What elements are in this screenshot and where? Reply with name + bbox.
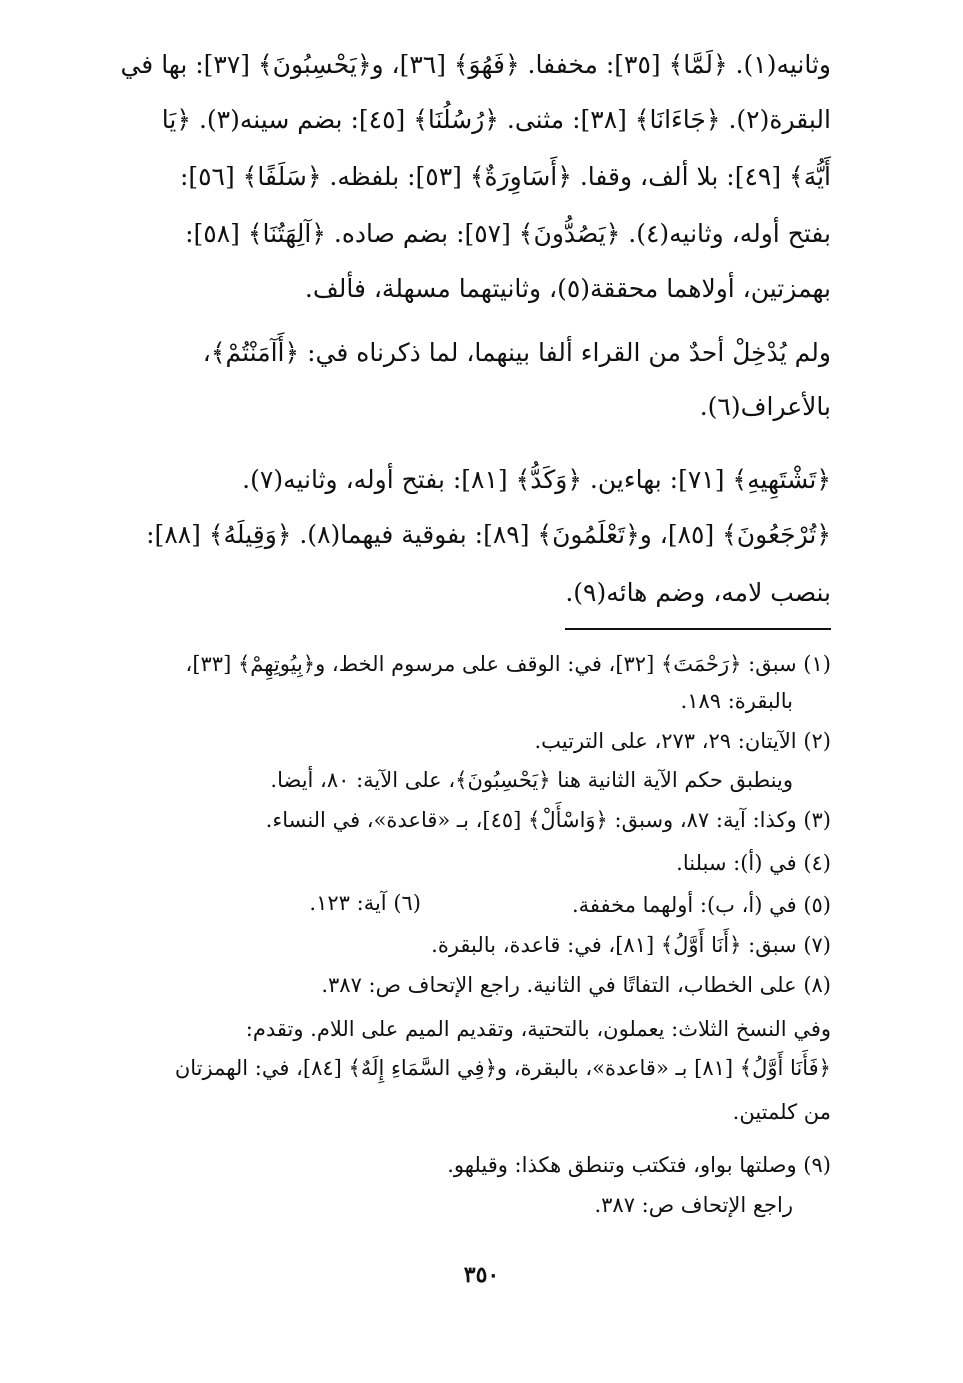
footnote-line: (٧) سبق: ﴿أَنَا أَوَّلُ﴾ [٨١]، في: قاعدة، بالبقرة. — [431, 933, 831, 957]
body-line: بالأعراف(٦). — [699, 392, 831, 421]
footnote-separator — [565, 628, 831, 630]
body-line: أَيُّهَ﴾ [٤٩]: بلا ألف، وقفا. ﴿أَسَاوِرَةٌ﴾ [٥٣]: بلفظه. ﴿سَلَفًا﴾ [٥٦]: — [179, 162, 831, 191]
footnote-line: ﴿فَأَنَا أَوَّلُ﴾ [٨١] بـ «قاعدة»، بالبقرة، و﴿فِي السَّمَاءِ إِلَهٌ﴾ [٨٤]، في: الهمزتان — [174, 1056, 831, 1080]
body-line: وثانيه(١). ﴿لَمَّا﴾ [٣٥]: مخففا. ﴿فَهُوَ﴾ [٣٦]، و﴿يَحْسِبُونَ﴾ [٣٧]: بها في — [120, 50, 831, 79]
body-line: ﴿تَشْتَهِيهِ﴾ [٧١]: بهاءين. ﴿وَكَدُّ﴾ [٨١]: بفتح أوله، وثانيه(٧). — [242, 465, 831, 494]
page-number: ٣٥٠ — [463, 1262, 500, 1288]
body-line: البقرة(٢). ﴿جَاءَانَا﴾ [٣٨]: مثنى. ﴿رُسُلُنَا﴾ [٤٥]: بضم سينه(٣). ﴿يَا — [161, 105, 831, 134]
footnote-line: (٢) الآيتان: ٢٩، ٢٧٣، على الترتيب. — [534, 729, 831, 753]
footnote-line: (٥) في (أ، ب): أولهما مخففة. — [571, 893, 831, 917]
footnote-line: (٩) وصلتها بواو، فتكتب وتنطق هكذا: وقيلهو. — [447, 1153, 831, 1177]
footnote-line: (٤) في (أ): سبلنا. — [676, 851, 831, 875]
footnote-line: (٨) على الخطاب، التفاتًا في الثانية. راجع الإتحاف ص: ٣٨٧. — [321, 973, 831, 997]
body-line: ولم يُدْخِلْ أحدٌ من القراء ألفا بينهما، لما ذكرناه في: ﴿أَآمَنْتُمْ﴾، — [202, 338, 831, 367]
footnote-line: من كلمتين. — [732, 1100, 831, 1124]
footnote-line: وينطبق حكم الآية الثانية هنا ﴿يَحْسِبُونَ﴾، على الآية: ٨٠، أيضا. — [270, 768, 793, 792]
footnote-line: راجع الإتحاف ص: ٣٨٧. — [594, 1193, 793, 1217]
body-line: ﴿تُرْجَعُونَ﴾ [٨٥]، و﴿تَعْلَمُونَ﴾ [٨٩]: بفوقية فيهما(٨). ﴿وَقِيلَهُ﴾ [٨٨]: — [146, 520, 831, 549]
body-line: بنصب لامه، وضم هائه(٩). — [565, 578, 831, 607]
body-line: بفتح أوله، وثانيه(٤). ﴿يَصُدُّونَ﴾ [٥٧]: بضم صاده. ﴿آلِهَتُنَا﴾ [٥٨]: — [185, 219, 831, 248]
footnote-line: وفي النسخ الثلاث: يعملون، بالتحتية، وتقديم الميم على اللام. وتقدم: — [245, 1017, 831, 1041]
footnote-line: (٣) وكذا: آية: ٨٧، وسبق: ﴿وَاسْأَلْ﴾ [٤٥]، بـ «قاعدة»، في النساء. — [265, 808, 831, 832]
footnote-line: (١) سبق: ﴿رَحْمَتَ﴾ [٣٢]، في: الوقف على مرسوم الخط، و﴿بِيُوتِهِمْ﴾ [٣٣]، — [185, 652, 831, 676]
body-line: بهمزتين، أولاهما محققة(٥)، وثانيتهما مسهلة، فألف. — [304, 274, 831, 303]
footnote-line: بالبقرة: ١٨٩. — [680, 689, 793, 713]
footnote-line: (٦) آية: ١٢٣. — [309, 891, 421, 915]
